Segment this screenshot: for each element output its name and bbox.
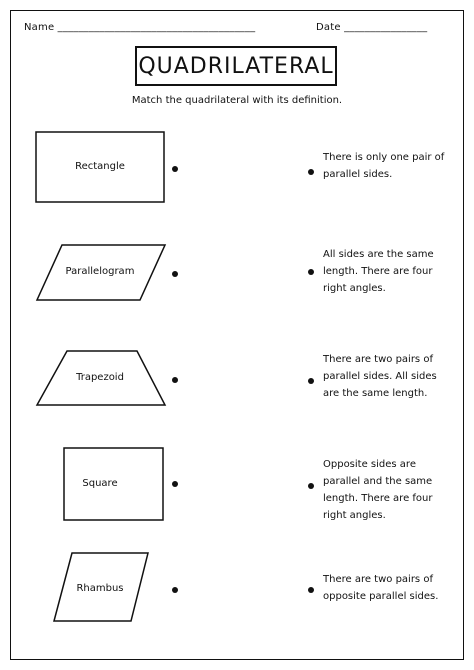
definition-3: There are two pairs of parallel sides. All sides are the same length. — [323, 354, 437, 399]
date-field[interactable]: Date ________________ — [316, 22, 428, 33]
trapezoid-label: Trapezoid — [76, 372, 124, 383]
rhombus-label: Rhambus — [76, 583, 124, 594]
rectangle-label: Rectangle — [75, 161, 125, 172]
instructions: Match the quadrilateral with its definition. — [131, 95, 343, 106]
shape-dot[interactable] — [172, 377, 178, 383]
definition-dot[interactable] — [308, 483, 314, 489]
definition-4: Opposite sides are parallel and the same length. There are four right angles. — [323, 459, 433, 521]
definition-dot[interactable] — [308, 269, 314, 275]
definition-dot[interactable] — [308, 378, 314, 384]
parallelogram-label: Parallelogram — [65, 266, 135, 277]
definition-dot[interactable] — [308, 169, 314, 175]
definition-5: There are two pairs of opposite parallel sides. — [323, 574, 439, 602]
definition-2: All sides are the same length. There are four right angles. — [323, 249, 434, 294]
worksheet-title: QUADRILATERAL — [135, 46, 337, 86]
square-label: Square — [82, 478, 118, 489]
name-field[interactable]: Name ______________________________________ — [24, 22, 256, 33]
shape-dot[interactable] — [172, 166, 178, 172]
shape-dot[interactable] — [172, 271, 178, 277]
shape-dot[interactable] — [172, 587, 178, 593]
definition-dot[interactable] — [308, 587, 314, 593]
shape-dot[interactable] — [172, 481, 178, 487]
definition-1: There is only one pair of parallel sides. — [323, 152, 445, 180]
